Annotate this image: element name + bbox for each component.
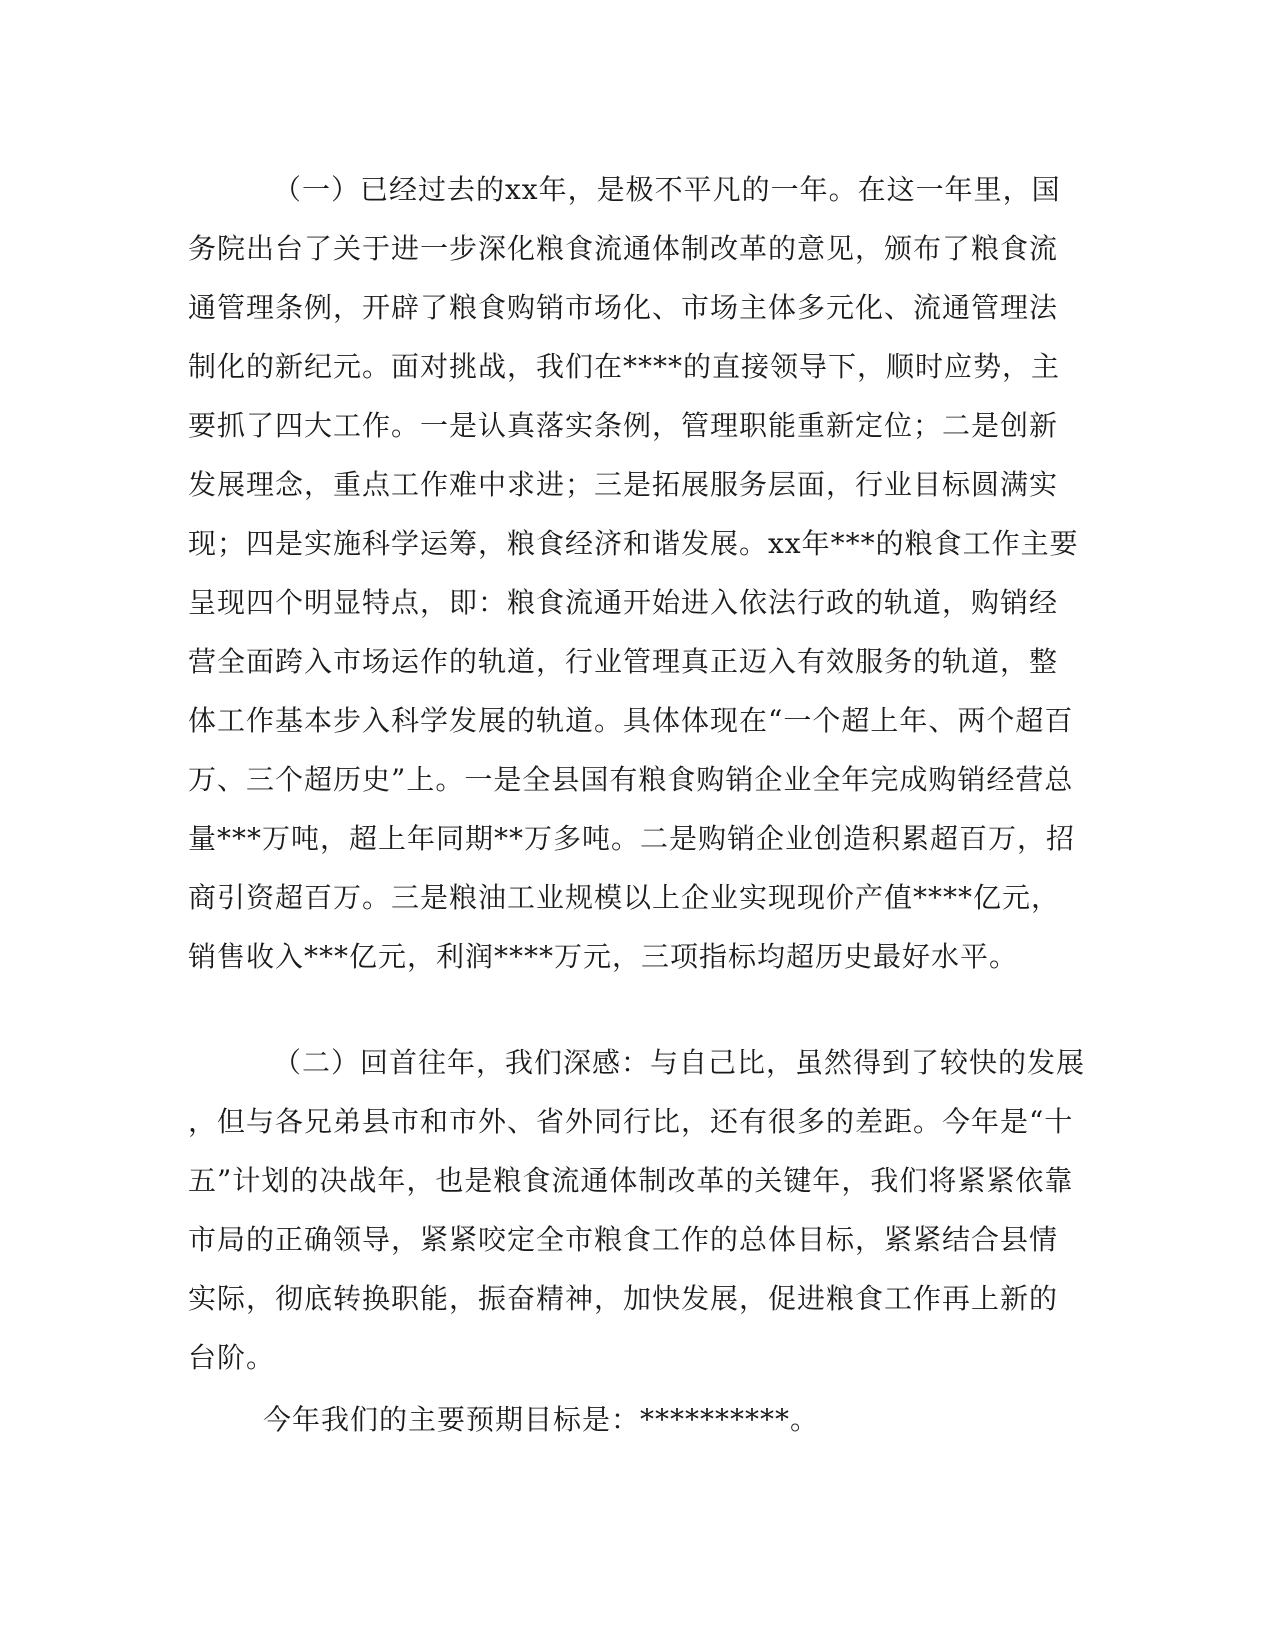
text-line: 今年我们的主要预期目标是：**********。 — [263, 1403, 820, 1436]
text-line: 制化的新纪元。面对挑战，我们在****的直接领导下，顺时应势，主 — [188, 350, 1061, 383]
text-line: 市局的正确领导，紧紧咬定全市粮食工作的总体目标，紧紧结合县情 — [188, 1223, 1059, 1256]
paragraph-expected-goals — [263, 1390, 819, 1449]
text-line: （一）已经过去的xx年，是极不平凡的一年。在这一年里，国 — [273, 173, 1061, 206]
text-line: ，但与各兄弟县市和市外、省外同行比，还有很多的差距。今年是“十 — [188, 1105, 1074, 1138]
text-line: 务院出台了关于进一步深化粮食流通体制改革的意见，颁布了粮食流 — [188, 232, 1059, 265]
text-line: 要抓了四大工作。一是认真落实条例，管理职能重新定位；二是创新 — [188, 409, 1059, 442]
text-line: 实际，彻底转换职能，振奋精神，加快发展，促进粮食工作再上新的 — [188, 1282, 1059, 1315]
text-line: 体工作基本步入科学发展的轨道。具体体现在“一个超上年、两个超百 — [188, 704, 1074, 737]
text-line: 销售收入***亿元，利润****万元，三项指标均超历史最好水平。 — [188, 940, 1019, 973]
text-line: 量***万吨，超上年同期**万多吨。二是购销企业创造积累超百万，招 — [188, 822, 1076, 855]
text-line: 万、三个超历史”上。一是全县国有粮食购销企业全年完成购销经营总 — [188, 763, 1074, 796]
text-line: 呈现四个明显特点，即：粮食流通开始进入依法行政的轨道，购销经 — [188, 586, 1059, 619]
text-line: 台阶。 — [188, 1341, 276, 1374]
text-line: 五”计划的决战年，也是粮食流通体制改革的关键年，我们将紧紧依靠 — [188, 1164, 1074, 1197]
text-line: 通管理条例，开辟了粮食购销市场化、市场主体多元化、流通管理法 — [188, 291, 1059, 324]
text-line: 发展理念，重点工作难中求进；三是拓展服务层面，行业目标圆满实 — [188, 468, 1059, 501]
text-line: 现；四是实施科学运筹，粮食经济和谐发展。xx年***的粮食工作主要 — [188, 527, 1079, 560]
text-line: 营全面跨入市场运作的轨道，行业管理真正迈入有效服务的轨道，整 — [188, 645, 1059, 678]
text-line: （二）回首往年，我们深感：与自己比，虽然得到了较快的发展 — [273, 1046, 1086, 1079]
paragraph-looking-back — [188, 1033, 1085, 1387]
text-line: 商引资超百万。三是粮油工业规模以上企业实现现价产值****亿元， — [188, 881, 1061, 914]
paragraph-review-past-year — [188, 160, 1079, 986]
